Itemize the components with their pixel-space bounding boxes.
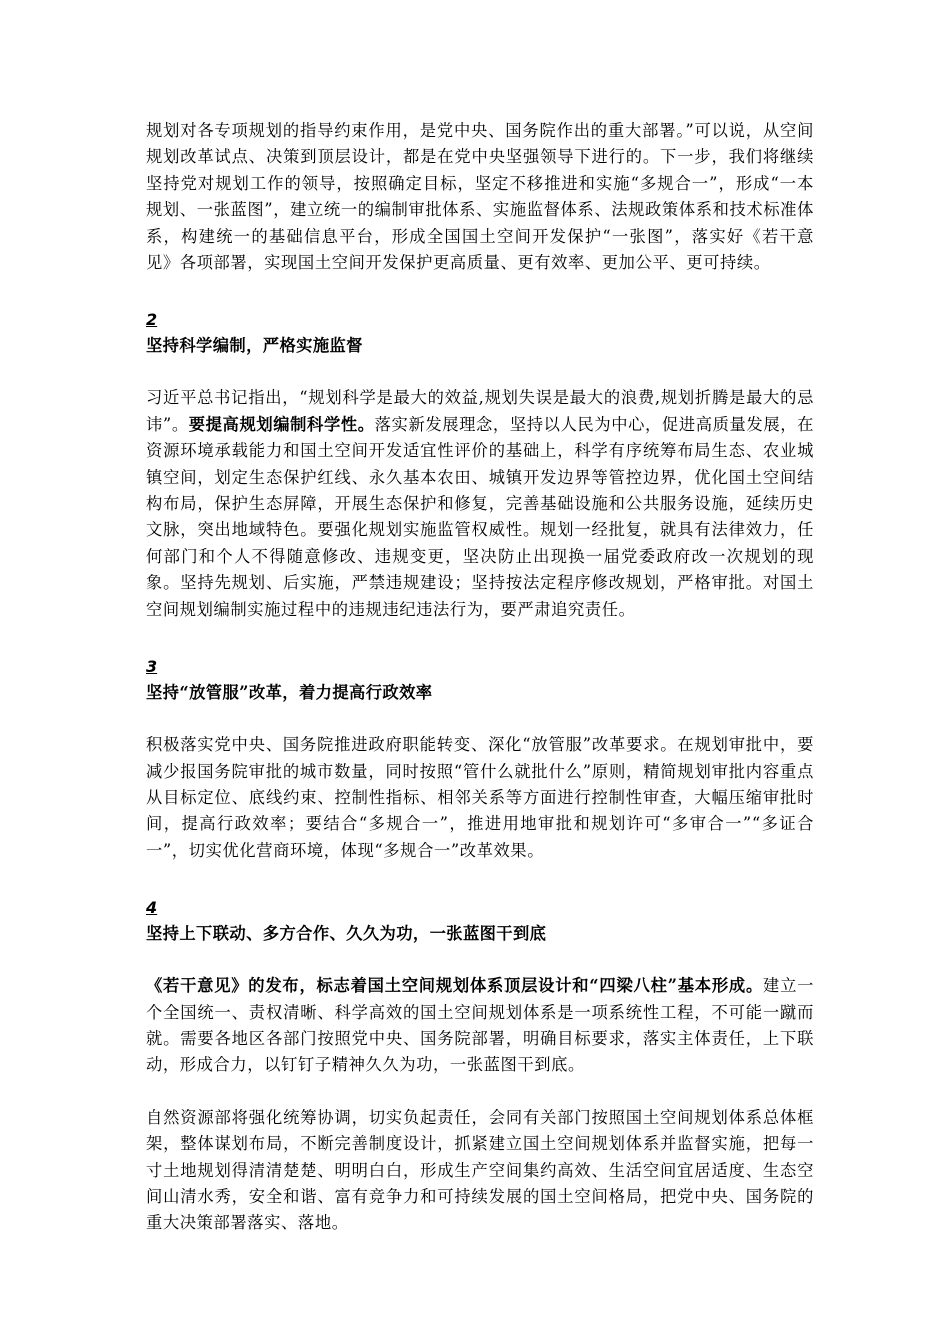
section-number: 3 (146, 657, 158, 677)
section-paragraph: 自然资源部将强化统筹协调，切实负起责任，会同有关部门按照国土空间规划体系总体框架，整体谋划布局，不断完善制度设计，抓紧建立国土空间规划体系并监督实施，把每一寸土地规划得清清楚楚、明明白白，形成生产空间集约高效、生活空间宜居适度、生态空间山清水秀，安全和谐、富有竞争力和可持续发展的国土空间格局，把党中央、国务院的重大决策部署落实、落地。 (146, 1107, 814, 1233)
spacer (146, 276, 814, 307)
paragraph-emphasis: 要提高规划编制科学性。 (188, 414, 375, 434)
spacer (146, 947, 814, 973)
section-number: 4 (146, 898, 158, 918)
document-page (146, 118, 814, 1237)
section-number: 2 (146, 310, 158, 330)
section-title: 坚持上下联动、多方合作、久久为功，一张蓝图干到底 (146, 924, 547, 944)
paragraph-body: 建立一个全国统一、责权清晰、科学高效的国土空间规划体系是一项系统性工程，不可能一蹴而就。需要各地区各部门按照党中央、国务院部署，明确目标要求，落实主体责任，上下联动，形成合力，以钉钉子精神久久为功，一张蓝图干到底。 (146, 976, 814, 1075)
spacer (146, 864, 814, 895)
paragraph-lead: 习近平总书记指出，“规划科学是最大的效益,规划失误是最大的浪费,规划折腾是最大的忌讳”。 (146, 388, 814, 434)
spacer (146, 623, 814, 654)
section-4 (146, 895, 814, 1237)
section-title: 坚持科学编制，严格实施监督 (146, 336, 363, 356)
section-title: 坚持“放管服”改革，着力提高行政效率 (146, 683, 433, 703)
spacer (146, 359, 814, 385)
intro-paragraph: 规划对各专项规划的指导约束作用，是党中央、国务院作出的重大部署。”可以说，从空间规划改革试点、决策到顶层设计，都是在党中央坚强领导下进行的。下一步，我们将继续坚持党对规划工作的领导，按照确定目标，坚定不移推进和实施“多规合一”，形成“一本规划、一张蓝图”，建立统一的编制审批体系、实施监督体系、法规政策体系和技术标准体系，构建统一的基础信息平台，形成全国国土空间开发保护“一张图”，落实好《若干意见》各项部署，实现国土空间开发保护更高质量、更有效率、更加公平、更可持续。 (146, 121, 814, 273)
paragraph-body: 落实新发展理念，坚持以人民为中心，促进高质量发展，在资源环境承载能力和国土空间开发适宜性评价的基础上，科学有序统筹布局生态、农业城镇空间，划定生态保护红线、永久基本农田、城镇开发边界等管控边界，优化国土空间结构布局，保护生态屏障，开展生态保护和修复，完善基础设施和公共服务设施，延续历史文脉，突出地域特色。要强化规划实施监管权威性。规划一经批复，就具有法律效力，任何部门和个人不得随意修改、违规变更，坚决防止出现换一届党委政府改一次规划的现象。坚持先规划、后实施，严禁违规建设；坚持按法定程序修改规划，严格审批。对国土空间规划编制实施过程中的违规违纪违法行为，要严肃追究责任。 (146, 414, 814, 619)
spacer (146, 1079, 814, 1105)
section-paragraph (146, 385, 814, 623)
paragraph-emphasis: 《若干意见》的发布，标志着国土空间规划体系顶层设计和“四梁八柱”基本形成。 (146, 976, 764, 996)
section-paragraph: 积极落实党中央、国务院推进政府职能转变、深化“放管服”改革要求。在规划审批中，要减少报国务院审批的城市数量，同时按照“管什么就批什么”原则，精简规划审批内容重点从目标定位、底线约束、控制性指标、相邻关系等方面进行控制性审查，大幅压缩审批时间，提高行政效率；要结合“多规合一”，推进用地审批和规划许可“多审合一”“多证合一”，切实优化营商环境，体现“多规合一”改革效果。 (146, 735, 814, 860)
section-3 (146, 654, 814, 864)
section-2 (146, 307, 814, 623)
spacer (146, 706, 814, 732)
section-paragraph (146, 973, 814, 1079)
